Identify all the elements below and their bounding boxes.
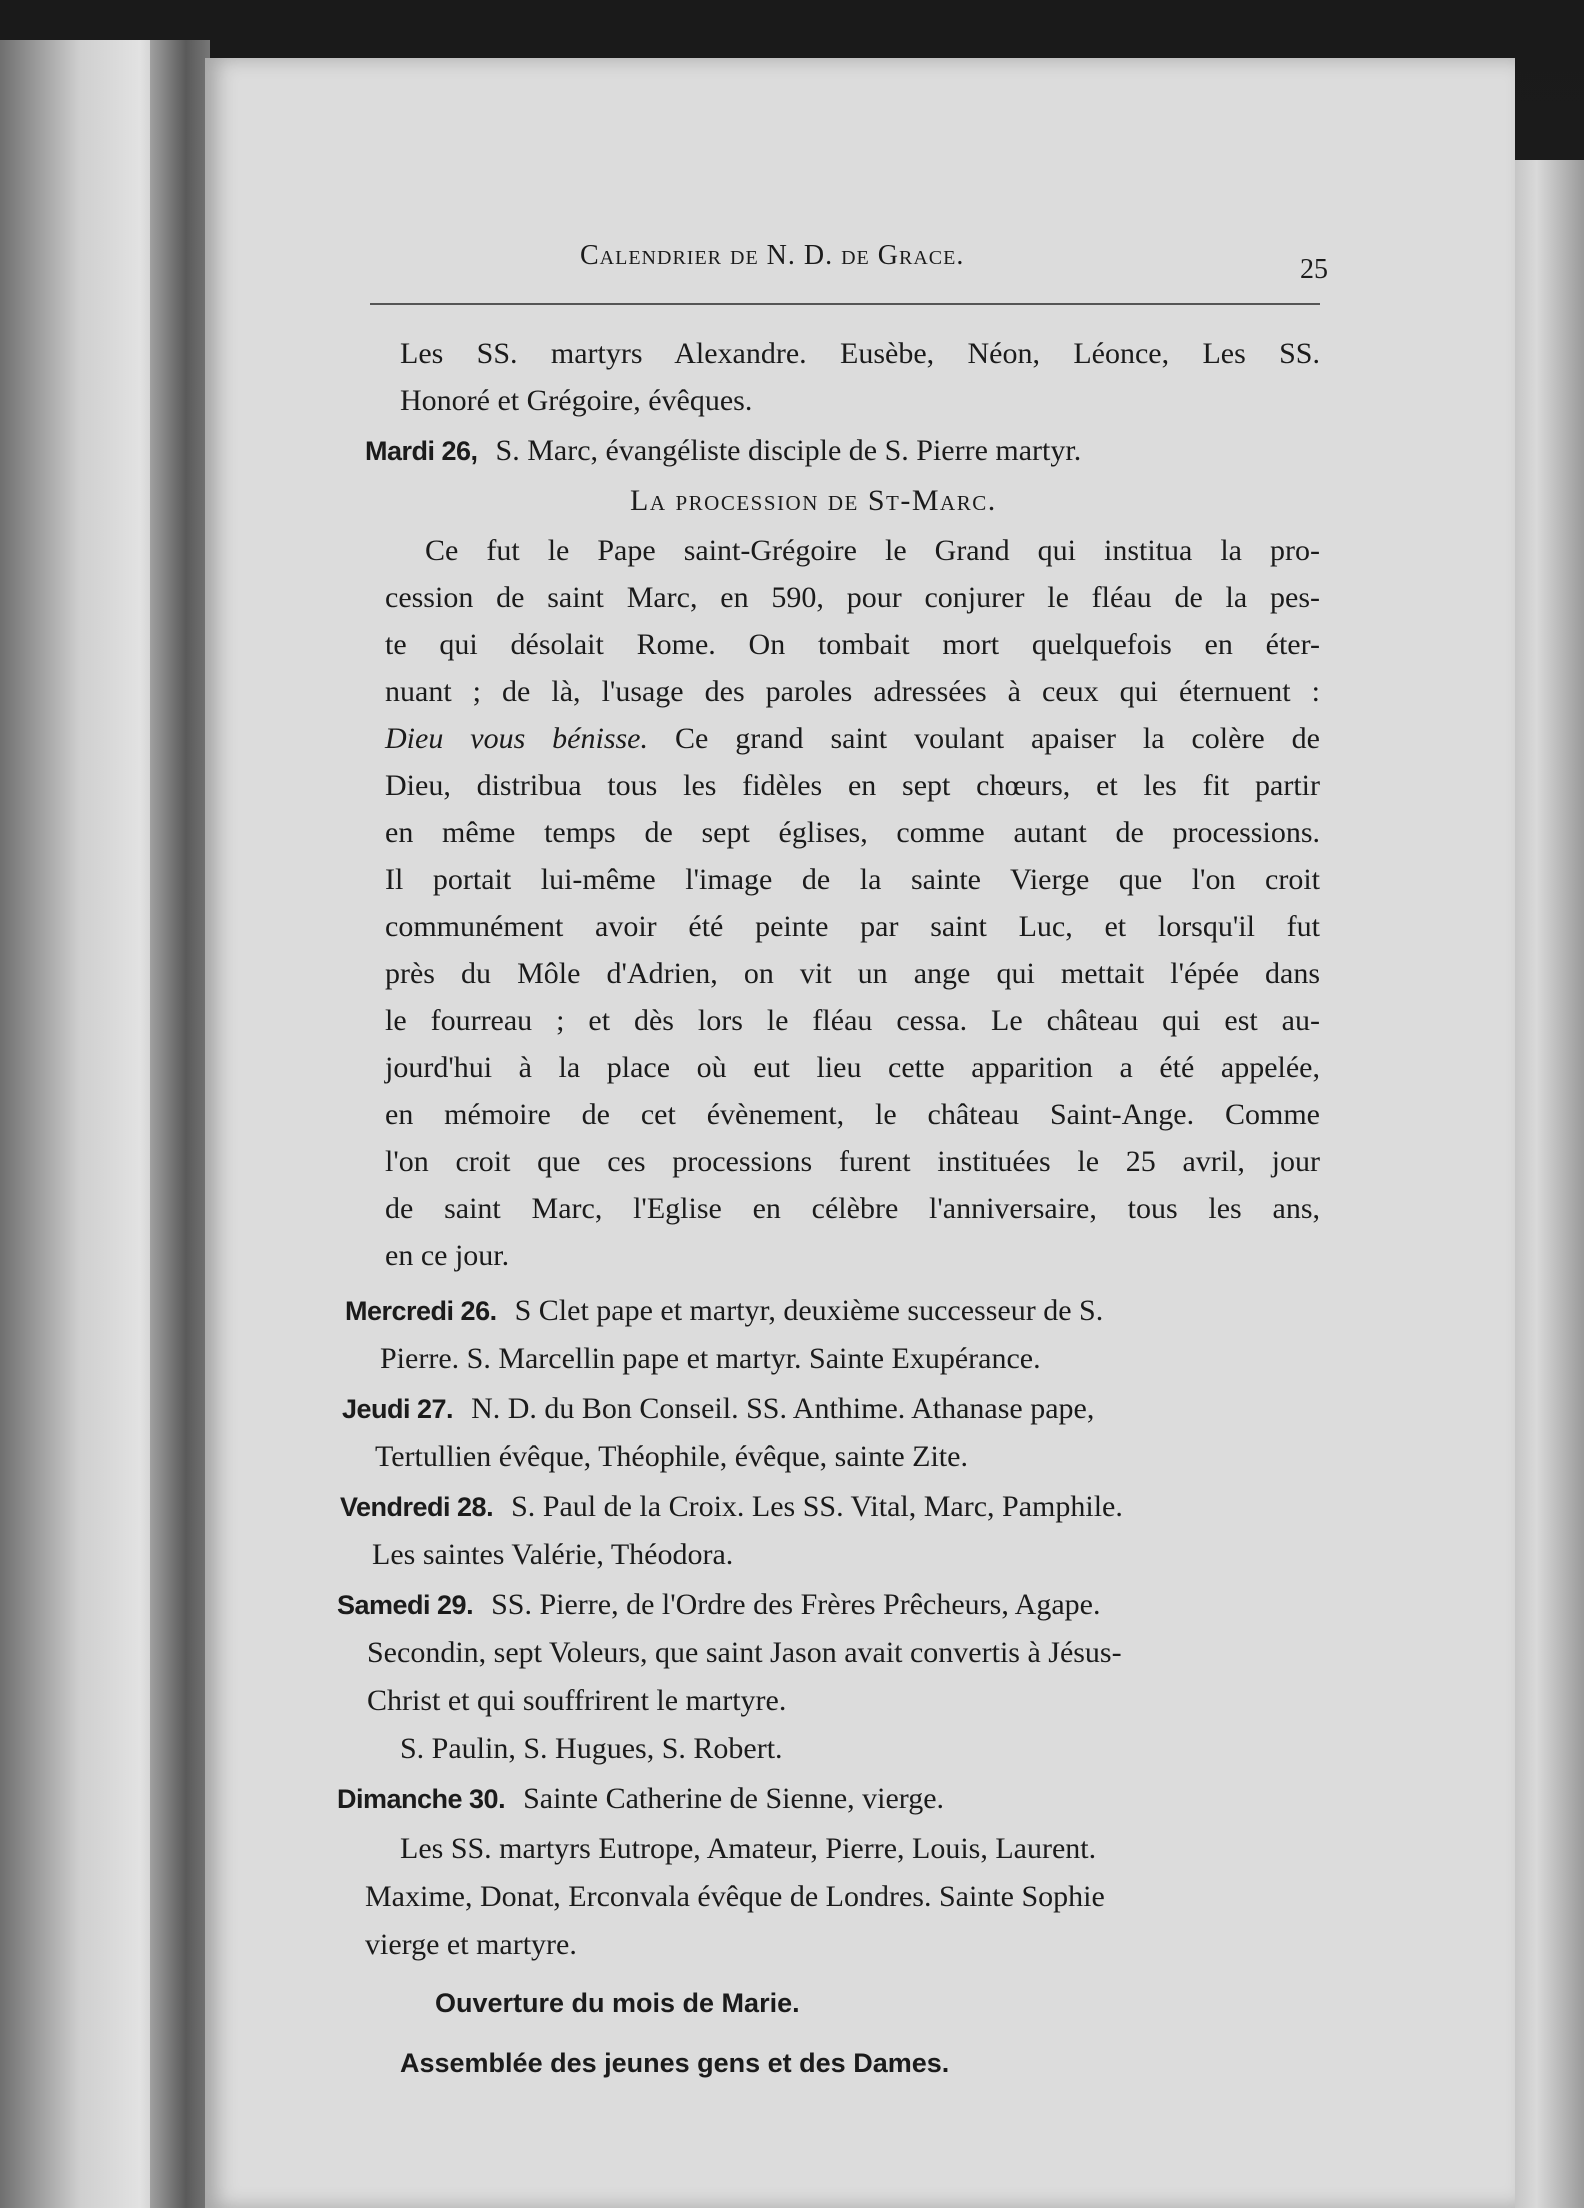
text-line: vierge et martyre. xyxy=(365,1928,577,1961)
text-line: l'on croit que ces processions furent instituées le 25 avril, jour xyxy=(385,1145,1320,1178)
text-line: de saint Marc, l'Eglise en célèbre l'anniversaire, tous les ans, xyxy=(385,1192,1320,1225)
text-line: Les SS. martyrs Eutrope, Amateur, Pierre, Louis, Laurent. xyxy=(400,1832,1097,1865)
text-line: le fourreau ; et dès lors le fléau cessa. Le château qui est au- xyxy=(385,1004,1320,1037)
entry-line: Vendredi 28. S. Paul de la Croix. Les SS. Vital, Marc, Pamphile. xyxy=(340,1490,1123,1523)
closing-note-assemblee: Assemblée des jeunes gens et des Dames. xyxy=(400,2048,950,2078)
day-label: Samedi 29. xyxy=(337,1590,474,1620)
day-label: Mercredi 26. xyxy=(345,1296,497,1326)
text-line: communément avoir été peinte par saint Luc, et lorsqu'il fut xyxy=(385,910,1320,943)
text-line: Ce fut le Pape saint-Grégoire le Grand qui institua la pro- xyxy=(425,534,1320,567)
text-line: en mémoire de cet évènement, le château Saint-Ange. Comme xyxy=(385,1098,1320,1131)
entry-line: Mercredi 26. S Clet pape et martyr, deuxième successeur de S. xyxy=(345,1294,1104,1327)
day-label: Vendredi 28. xyxy=(340,1492,494,1522)
entry-line: Jeudi 27. N. D. du Bon Conseil. SS. Anthime. Athanase pape, xyxy=(342,1392,1095,1425)
text-line: S. Paulin, S. Hugues, S. Robert. xyxy=(400,1732,783,1765)
text-line: jourd'hui à la place où eut lieu cette apparition a été appelée, xyxy=(385,1051,1320,1084)
running-head: Calendrier de N. D. de Grace. xyxy=(580,240,965,271)
text-line: Secondin, sept Voleurs, que saint Jason avait convertis à Jésus- xyxy=(367,1636,1122,1669)
day-label: Dimanche 30. xyxy=(337,1784,506,1814)
day-label: Mardi 26, xyxy=(365,436,478,466)
text-line: Les SS. martyrs Alexandre. Eusèbe, Néon, Léonce, Les SS. xyxy=(400,337,1320,370)
day-label: Jeudi 27. xyxy=(342,1394,454,1424)
closing-note-mois-de-marie: Ouverture du mois de Marie. xyxy=(435,1988,800,2018)
page xyxy=(205,58,1515,2208)
page-number: 25 xyxy=(1300,254,1328,285)
entry-line: Samedi 29. SS. Pierre, de l'Ordre des Frères Prêcheurs, Agape. xyxy=(337,1588,1101,1621)
spine-shadow xyxy=(150,40,210,2208)
text-line: Dieu vous bénisse. Ce grand saint voulant apaiser la colère de xyxy=(385,722,1321,755)
text-line: Les saintes Valérie, Théodora. xyxy=(372,1538,734,1571)
page-edges xyxy=(1505,160,1584,2208)
entry-line: Mardi 26, S. Marc, évangéliste disciple de S. Pierre martyr. xyxy=(365,434,1082,467)
text-line: te qui désolait Rome. On tombait mort quelquefois en éter- xyxy=(385,628,1320,661)
section-heading: La procession de St-Marc. xyxy=(630,484,997,517)
text-line: Christ et qui souffrirent le martyre. xyxy=(367,1684,787,1717)
text-line: Il portait lui-même l'image de la sainte Vierge que l'on croit xyxy=(385,863,1320,896)
text-line: Tertullien évêque, Théophile, évêque, sainte Zite. xyxy=(375,1440,968,1473)
text-line: nuant ; de là, l'usage des paroles adressées à ceux qui éternuent : xyxy=(385,675,1320,708)
text-line: en même temps de sept églises, comme autant de processions. xyxy=(385,816,1320,849)
entry-line: Dimanche 30. Sainte Catherine de Sienne, vierge. xyxy=(337,1782,945,1815)
text-line: Dieu, distribua tous les fidèles en sept chœurs, et les fit partir xyxy=(385,769,1320,802)
text-line: Honoré et Grégoire, évêques. xyxy=(400,384,753,417)
text-line: en ce jour. xyxy=(385,1239,510,1272)
text-line: Maxime, Donat, Erconvala évêque de Londres. Sainte Sophie xyxy=(365,1880,1105,1913)
header-rule xyxy=(370,303,1320,305)
text-line: Pierre. S. Marcellin pape et martyr. Sainte Exupérance. xyxy=(380,1342,1041,1375)
text-line: cession de saint Marc, en 590, pour conjurer le fléau de la pes- xyxy=(385,581,1320,614)
text-line: près du Môle d'Adrien, on vit un ange qui mettait l'épée dans xyxy=(385,957,1320,990)
